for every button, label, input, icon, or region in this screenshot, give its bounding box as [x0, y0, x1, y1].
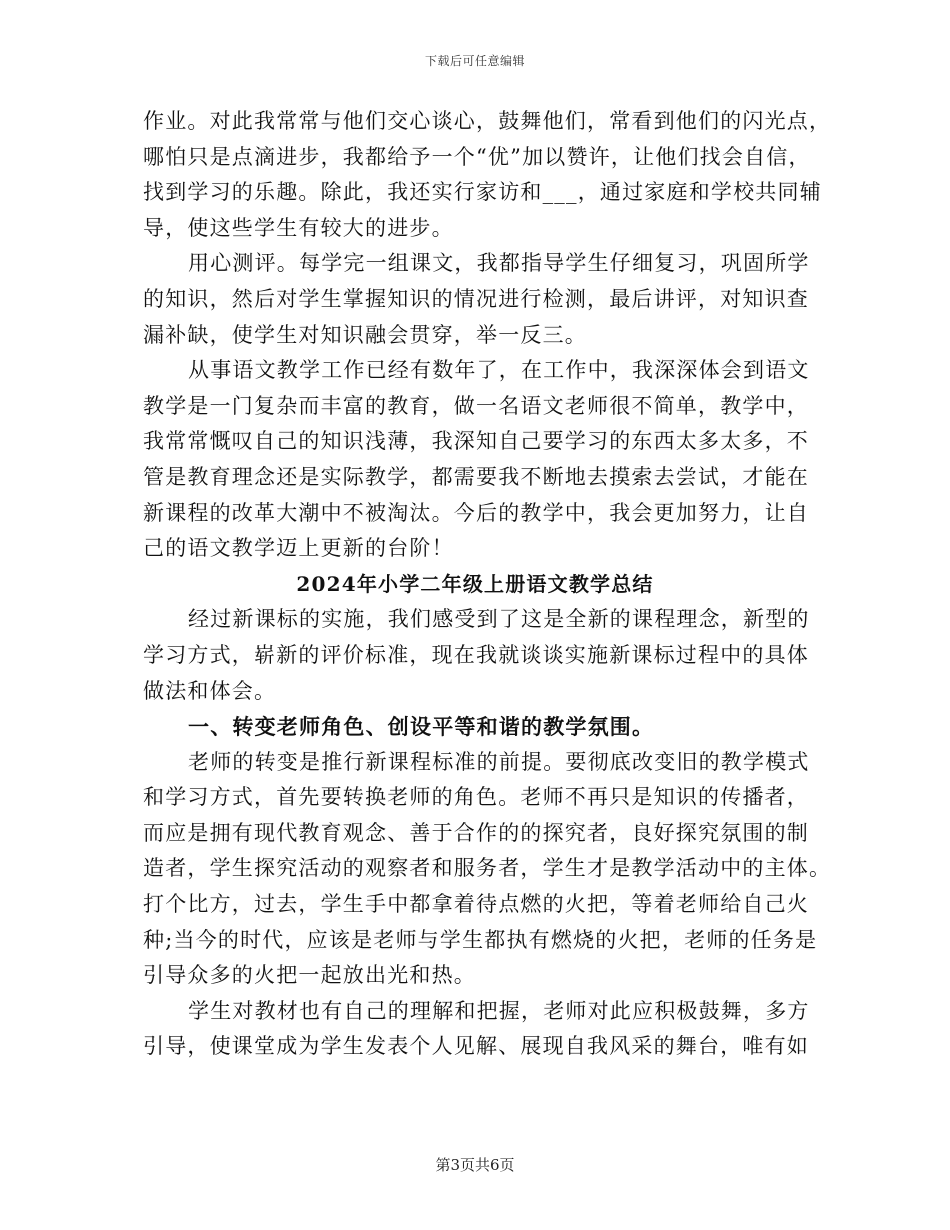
page-header-note: 下载后可任意编辑 — [424, 54, 525, 68]
paragraph-line: 引导，使课堂成为学生发表个人见解、展现自我风采的舞台，唯有如 — [143, 1034, 809, 1059]
paragraph-line: 和学习方式，首先要转换老师的角色。老师不再只是知识的传播者， — [143, 785, 809, 810]
paragraph-line: 经过新课标的实施，我们感受到了这是全新的课程理念，新型的 — [188, 607, 810, 632]
paragraph-line: 用心测评。每学完一组课文，我都指导学生仔细复习，巩固所学 — [188, 251, 810, 276]
document-body — [143, 104, 832, 1065]
paragraph-line: 种;当今的时代，应该是老师与学生都执有燃烧的火把，老师的任务是 — [143, 927, 818, 952]
paragraph-line: 导，使这些学生有较大的进步。 — [143, 215, 454, 240]
paragraph-line: 老师的转变是推行新课程标准的前提。要彻底改变旧的教学模式 — [188, 749, 810, 774]
paragraph-line: 引导众多的火把一起放出光和热。 — [143, 963, 476, 988]
paragraph-line: 学生对教材也有自己的理解和把握，老师对此应积极鼓舞，多方 — [188, 998, 810, 1023]
paragraph-line: 而应是拥有现代教育观念、善于合作的的探究者，良好探究氛围的制 — [143, 820, 809, 845]
paragraph-line: 哪怕只是点滴进步，我都给予一个“优”加以赞许，让他们找会自信， — [143, 144, 811, 169]
paragraph-line: 管是教育理念还是实际教学，都需要我不断地去摸索去尝试，才能在 — [143, 464, 809, 489]
section-heading: 一、转变老师角色、创设平等和谐的教学氛围。 — [188, 714, 655, 740]
paragraph-line: 学习方式，崭新的评价标准，现在我就谈谈实施新课标过程中的具体 — [143, 642, 809, 667]
paragraph-line: 作业。对此我常常与他们交心谈心，鼓舞他们，常看到他们的闪光点， — [143, 109, 832, 133]
paragraph-line: 找到学习的乐趣。除此，我还实行家访和___，通过家庭和学校共同辅 — [143, 180, 822, 205]
paragraph-line: 造者，学生探究活动的观察者和服务者，学生才是教学活动中的主体。 — [143, 856, 832, 881]
paragraph-line: 的知识，然后对学生掌握知识的情况进行检测，最后讲评，对知识查 — [143, 286, 809, 311]
paragraph-line: 教学是一门复杂而丰富的教育，做一名语文老师很不简单，教学中， — [143, 393, 809, 418]
page-number: 第3页共6页 — [435, 1156, 515, 1174]
paragraph-line: 己的语文教学迈上更新的台阶！ — [143, 536, 454, 561]
paragraph-line: 我常常慨叹自己的知识浅薄，我深知自己要学习的东西太多太多，不 — [143, 429, 809, 454]
paragraph-line: 从事语文教学工作已经有数年了，在工作中，我深深体会到语文 — [188, 358, 810, 383]
document-title: 2024年小学二年级上册语文教学总结 — [296, 571, 654, 596]
paragraph-line: 做法和体会。 — [143, 678, 277, 703]
paragraph-line: 漏补缺，使学生对知识融会贯穿，举一反三。 — [143, 322, 587, 347]
paragraph-line: 新课程的改革大潮中不被淘汰。今后的教学中，我会更加努力，让自 — [143, 500, 809, 525]
paragraph-line: 打个比方，过去，学生手中都拿着待点燃的火把，等着老师给自己火 — [143, 892, 809, 917]
